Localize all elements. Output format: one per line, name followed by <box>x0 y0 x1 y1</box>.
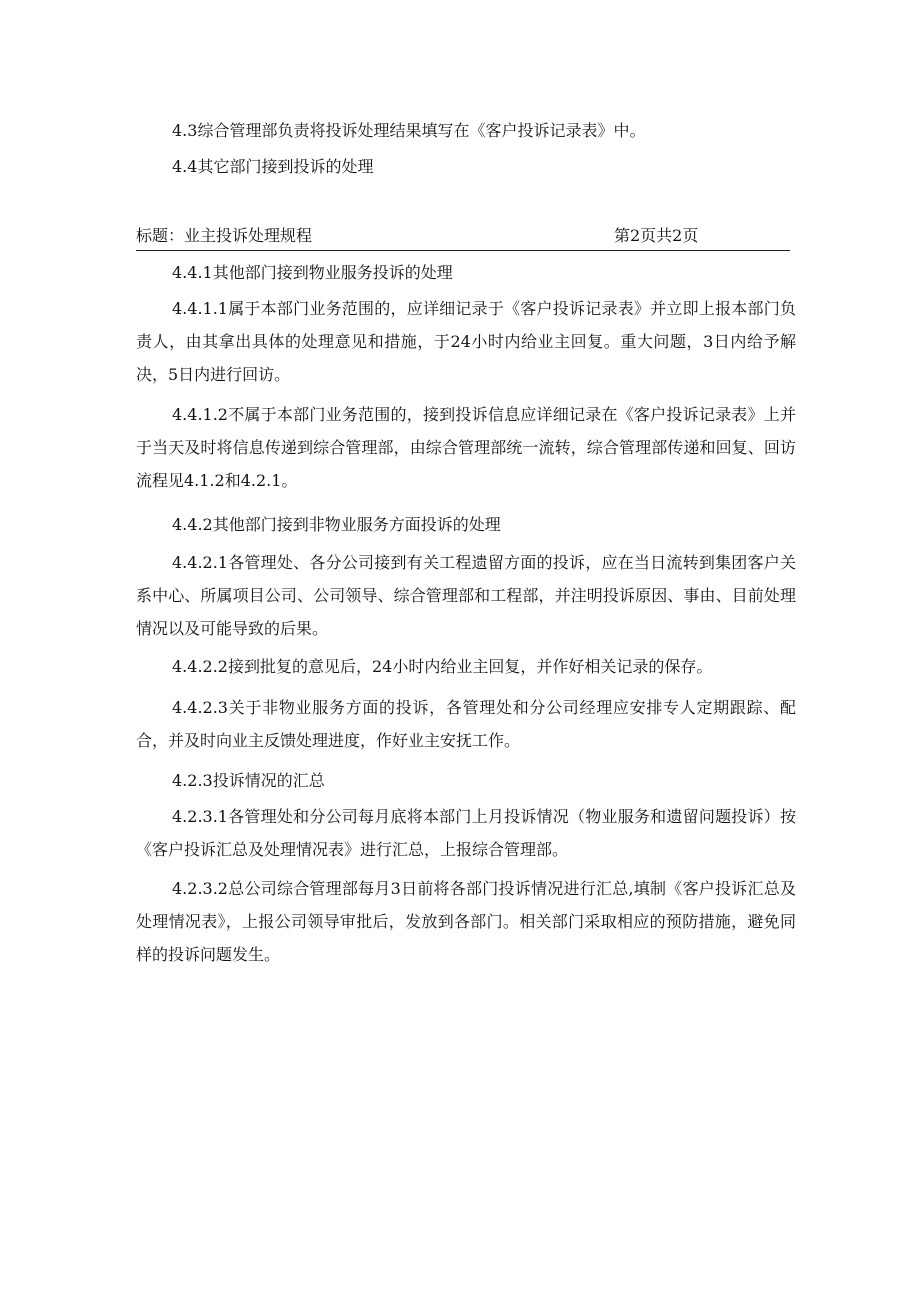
section-4-4-heading: 4.4其它部门接到投诉的处理 <box>172 157 374 176</box>
section-4-3-text: 4.3综合管理部负责将投诉处理结果填写在《客户投诉记录表》中。 <box>172 121 646 140</box>
section-4-2-3-heading: 4.2.3投诉情况的汇总 <box>172 771 325 790</box>
header-page-number: 第2页共2页 <box>614 226 699 245</box>
section-4-4-1-2-text: 4.4.1.2不属于本部门业务范围的，接到投诉信息应详细记录在《客户投诉记录表》上并于当天及时将信息传递到综合管理部，由综合管理部统一流转，综合管理部传递和回复、回访流程见4.1.2和4.2.1。 <box>136 405 796 490</box>
page-header <box>136 222 790 251</box>
section-4-4-2-3-text: 4.4.2.3关于非物业服务方面的投诉，各管理处和分公司经理应安排专人定期跟踪、配合，并及时向业主反馈处理进度，作好业主安抚工作。 <box>136 698 796 750</box>
section-4-4-1-1-text: 4.4.1.1属于本部门业务范围的，应详细记录于《客户投诉记录表》并立即上报本部门负责人，由其拿出具体的处理意见和措施，于24小时内给业主回复。重大问题，3日内给予解决，5日内进行回访。 <box>136 299 796 384</box>
section-4-2-3-2-text: 4.2.3.2总公司综合管理部每月3日前将各部门投诉情况进行汇总,填制《客户投诉汇总及处理情况表》，上报公司领导审批后，发放到各部门。相关部门采取相应的预防措施，避免同样的投诉问题发生。 <box>136 879 796 964</box>
section-4-4-2-1-text: 4.4.2.1各管理处、各分公司接到有关工程遗留方面的投诉，应在当日流转到集团客户关系中心、所属项目公司、公司领导、综合管理部和工程部，并注明投诉原因、事由、目前处理情况以及可能导致的后果。 <box>136 553 796 638</box>
section-4-4-2-heading: 4.4.2其他部门接到非物业服务方面投诉的处理 <box>172 515 501 534</box>
section-4-4-1-heading: 4.4.1其他部门接到物业服务投诉的处理 <box>172 263 453 282</box>
header-title: 标题：业主投诉处理规程 <box>136 226 313 245</box>
section-4-2-3-1-text: 4.2.3.1各管理处和分公司每月底将本部门上月投诉情况（物业服务和遗留问题投诉）按《客户投诉汇总及处理情况表》进行汇总，上报综合管理部。 <box>136 807 796 859</box>
section-4-4-2-2-text: 4.4.2.2接到批复的意见后，24小时内给业主回复，并作好相关记录的保存。 <box>172 657 713 676</box>
